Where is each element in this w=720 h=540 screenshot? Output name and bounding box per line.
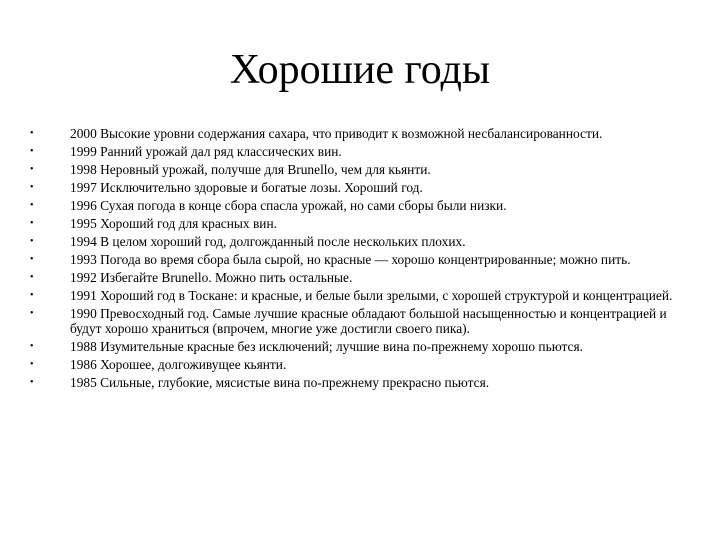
list-item (30, 288, 680, 303)
list-item (30, 306, 680, 336)
bullet-icon: • (30, 218, 34, 229)
list-item-text: 1996 Сухая погода в конце сбора спасла урожай, но сами сборы были низки. (70, 198, 507, 213)
list-item (30, 357, 680, 372)
bullet-icon: • (30, 164, 34, 175)
bullet-icon: • (30, 308, 34, 319)
bullet-icon: • (30, 272, 34, 283)
list-item-text: 1995 Хороший год для красных вин. (70, 216, 277, 231)
bullet-icon: • (30, 128, 34, 139)
list-item-text: 1990 Превосходный год. Самые лучшие красные обладают большой насыщенностью и концентрацией и будут хорошо храниться (впрочем, многие уже достигли своего пика). (70, 306, 667, 336)
list-item (30, 180, 680, 195)
bullet-icon: • (30, 200, 34, 211)
list-item-text: 1985 Сильные, глубокие, мясистые вина по-прежнему прекрасно пьются. (70, 375, 490, 390)
bullet-icon: • (30, 290, 34, 301)
bullet-icon: • (30, 236, 34, 247)
list-item-text: 1997 Исключительно здоровые и богатые лозы. Хороший год. (70, 180, 423, 195)
list-item (30, 162, 680, 177)
list-item-text: 2000 Высокие уровни содержания сахара, что приводит к возможной несбалансированности. (70, 126, 603, 141)
list-item (30, 270, 680, 285)
bullet-icon: • (30, 146, 34, 157)
bullet-icon: • (30, 341, 34, 352)
bullet-icon: • (30, 254, 34, 265)
list-item (30, 144, 680, 159)
slide-title: Хорошие годы (229, 47, 491, 93)
list-item (30, 375, 680, 390)
list-item (30, 216, 680, 231)
list-item (30, 198, 680, 213)
list-item-text: 1988 Изумительные красные без исключений; лучшие вина по-прежнему хорошо пьются. (70, 339, 583, 354)
bullet-icon: • (30, 182, 34, 193)
bullet-icon: • (30, 377, 34, 388)
list-item-text: 1994 В целом хороший год, долгожданный после нескольких плохих. (70, 234, 466, 249)
list-item-text: 1991 Хороший год в Тоскане: и красные, и белые были зрелыми, с хорошей структурой и концентрацией. (70, 288, 673, 303)
list-item-text: 1999 Ранний урожай дал ряд классических вин. (70, 144, 342, 159)
vintage-list (30, 126, 680, 393)
list-item (30, 252, 680, 267)
list-item-text: 1986 Хорошее, долгоживущее кьянти. (70, 357, 287, 372)
list-item-text: 1993 Погода во время сбора была сырой, но красные — хорошо концентрированные; можно пить. (70, 252, 631, 267)
list-item (30, 339, 680, 354)
bullet-icon: • (30, 359, 34, 370)
list-item-text: 1992 Избегайте Brunello. Можно пить остальные. (70, 270, 353, 285)
list-item (30, 126, 680, 141)
list-item (30, 234, 680, 249)
list-item-text: 1998 Неровный урожай, получше для Brunello, чем для кьянти. (70, 162, 431, 177)
